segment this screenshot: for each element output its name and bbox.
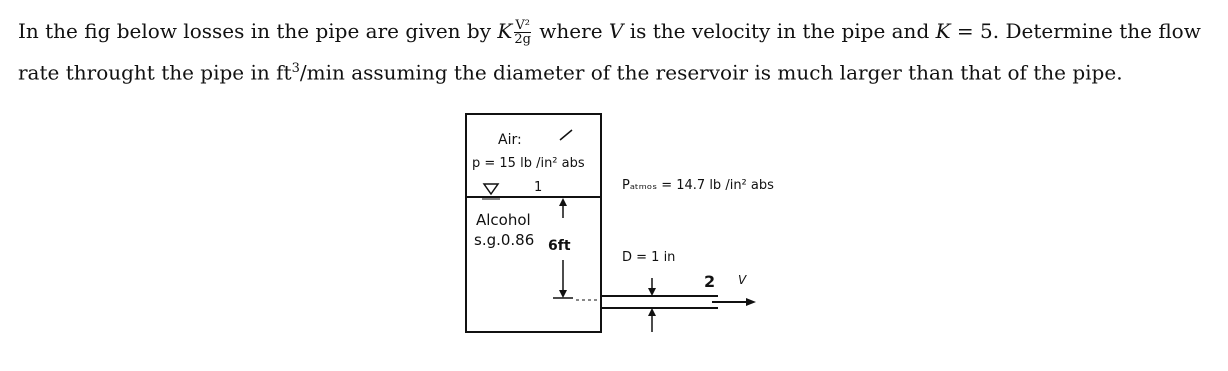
height-arrow-up-icon (559, 198, 567, 206)
air-label: Air: (498, 132, 522, 148)
problem-text-1: In the fig below losses in the pipe are given by (18, 19, 498, 43)
fraction-denominator: 2g (514, 32, 531, 47)
fraction-numerator: V² (515, 18, 530, 33)
velocity-head-fraction (514, 19, 531, 46)
var-k-2: K (935, 19, 951, 43)
point-1-label: 1 (534, 180, 543, 195)
var-k: K (497, 19, 513, 43)
exit-velocity-label: V (738, 273, 747, 287)
exit-flow-arrow-icon (746, 298, 756, 306)
problem-text-2: where (532, 19, 609, 43)
problem-text-3: is the velocity in the pipe and (623, 19, 936, 43)
problem-text-4: = 5. Determine the flow rate throught the pipe in ft (18, 19, 1201, 85)
exponent: 3 (291, 61, 300, 76)
point-2-label: 2 (704, 272, 716, 291)
specific-gravity-label: s.g.0.86 (474, 231, 535, 249)
tank-pressure-label: p = 15 lb /in² abs (472, 156, 585, 171)
height-label: 6ft (548, 238, 571, 254)
alcohol-label: Alcohol (476, 211, 531, 229)
var-v: V (608, 19, 624, 43)
atmospheric-pressure-label: Pₐₜₘₒₛ = 14.7 lb /in² abs (622, 178, 774, 193)
diameter-arrow-up-icon (648, 308, 656, 316)
diameter-arrow-down-icon (648, 288, 656, 296)
free-surface-icon (484, 184, 498, 194)
diameter-label: D = 1 in (622, 250, 676, 265)
leader-mark (560, 130, 572, 140)
height-arrow-down-icon (559, 290, 567, 298)
problem-text-5: /min assuming the diameter of the reservoir is much larger than that of the pipe. (299, 60, 1123, 85)
reservoir-figure (460, 110, 780, 360)
problem-statement (18, 12, 1213, 92)
